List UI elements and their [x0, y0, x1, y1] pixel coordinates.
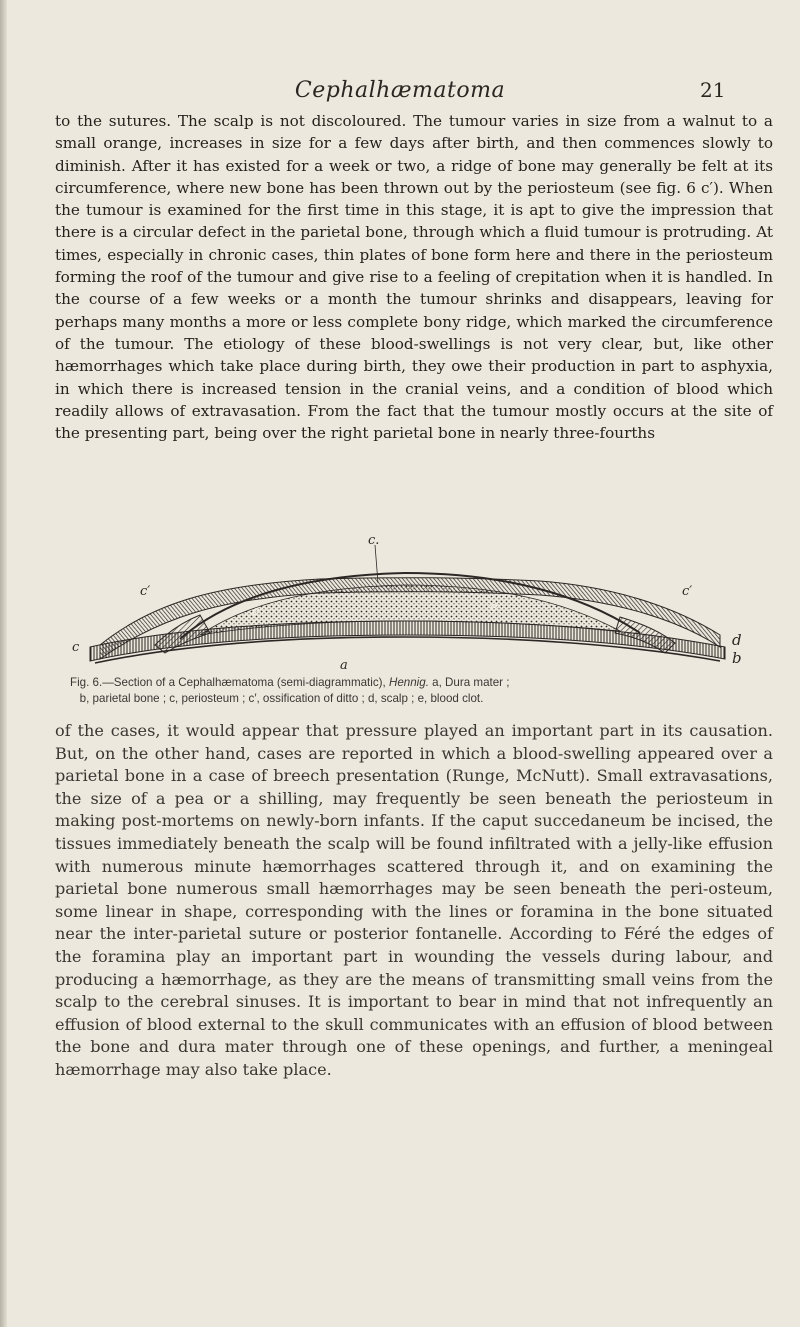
label-d: d: [732, 631, 742, 649]
paragraph-top: to the sutures. The scalp is not discoloured. The tumour varies in size from a walnut to a small orange, increases in size for a few days after birth, and then commences slowly to diminish. After it has existed for a week or two, a ridge of bone may generally be felt at its circumference, where new bone has been thrown out by the periosteum (see fig. 6 c′). When the tumour is examined for the first time in this stage, it is apt to give the impression that there is a circular defect in the parietal bone, through which a fluid tumour is protruding. At times, especially in chronic cases, thin plates of bone form here and there in the periosteum forming the roof of the tumour and give rise to a feeling of crepitation when it is handled. In the course of a few weeks or a month the tumour shrinks and disappears, leaving for perhaps many months a more or less complete bony ridge, which marked the circumference of the tumour. The etiology of these blood-swellings is not very clear, but, like other hæmorrhages which take place during birth, they owe their production in part to asphyxia, in which there is increased tension in the cranial veins, and a condition of blood which readily allows of extravasation. From the fact that the tumour mostly occurs at the site of the presenting part, being over the right parietal bone in nearly three-fourths: [55, 112, 773, 443]
figure-cephalhaematoma-section: [60, 535, 750, 670]
running-head-title: Cephalhæmatoma: [294, 78, 506, 103]
page-edge-shadow: [0, 0, 7, 1327]
label-c-left: c: [72, 640, 80, 655]
paragraph-bottom: of the cases, it would appear that pressure played an important part in its causation. But, on the other hand, cases are reported in which a blood-swelling appeared over a parietal bone in a case of breech presentation (Runge, McNutt). Small extravasations, the size of a pea or a shilling, may frequently be seen beneath the periosteum in making post-mortems on newly-born infants. If the caput succedaneum be incised, the tissues immediately beneath the scalp will be found infiltrated with a jelly-like effusion with numerous minute hæmorrhages scattered through it, and on examining the parietal bone numerous small hæmorrhages may be seen beneath the peri-osteum, some linear in shape, corresponding with the lines or foramina in the bone situated near the inter-parietal suture or posterior fontanelle. According to Féré the edges of the foramina play an important part in wounding the vessels during labour, and producing a hæmorrhage, as they are the means of transmitting small veins from the scalp to the cerebral sinuses. It is important to bear in mind that not infrequently an effusion of blood external to the skull communicates with an effusion of blood between the bone and dura mater through one of these openings, and further, a meningeal hæmorrhage may also take place.: [55, 721, 773, 1079]
caption-rest-2: b, parietal bone ; c, periosteum ; c′, ossification of ditto ; d, scalp ; e, blood clot.: [79, 692, 484, 705]
label-a: a: [340, 658, 348, 670]
caption-rest-1: a, Dura mater ;: [432, 676, 510, 689]
label-e-left: e: [252, 604, 260, 619]
caption-lead: Fig. 6.—Section of a Cephalhæmatoma (semi-diagrammatic),: [70, 676, 386, 689]
page-number: 21: [700, 78, 726, 102]
figure-caption: [70, 675, 750, 707]
caption-author: Hennig.: [388, 676, 429, 689]
label-c-prime-right: c′: [682, 584, 693, 599]
leader-c-top: [375, 545, 378, 583]
label-c-prime-left: c′: [140, 584, 151, 599]
label-c-top: c.: [368, 535, 380, 548]
label-b: b: [732, 649, 742, 667]
label-e-right: e: [490, 600, 498, 615]
